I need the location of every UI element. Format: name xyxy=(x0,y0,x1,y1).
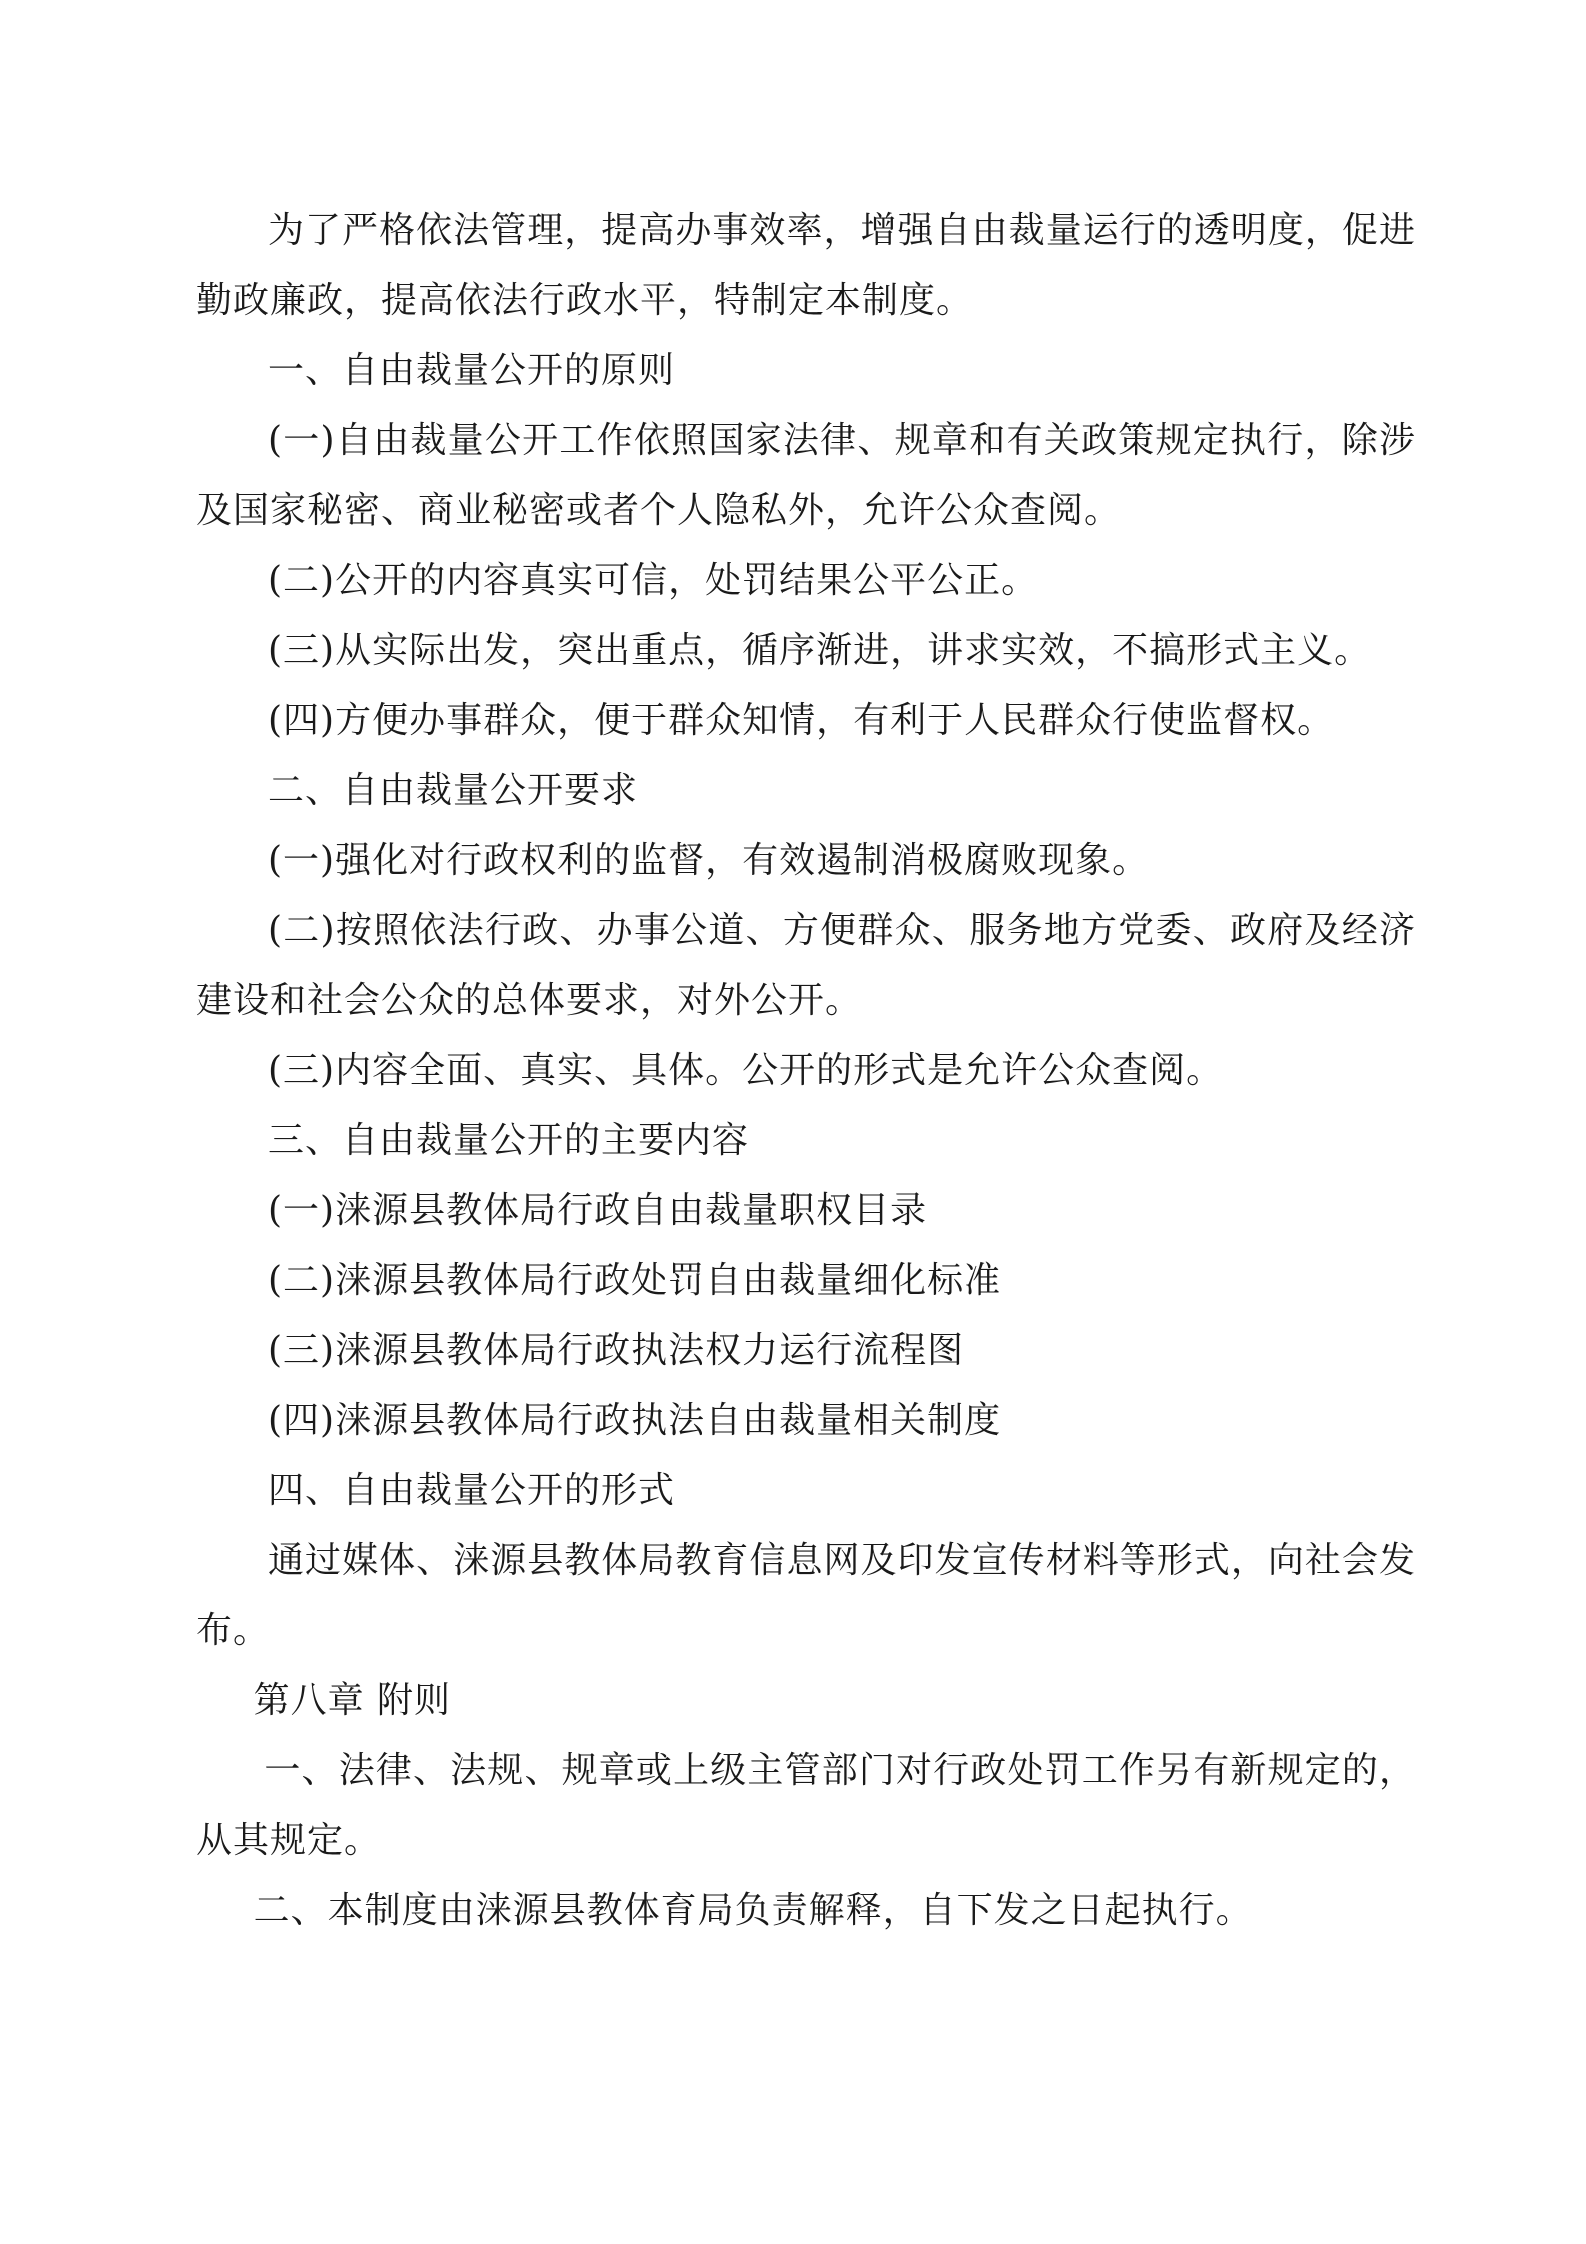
section-4-body: 通过媒体、涞源县教体局教育信息网及印发宣传材料等形式，向社会发布。 xyxy=(196,1540,1416,1651)
section-3-item-3: (三)涞源县教体局行政执法权力运行流程图 xyxy=(268,1330,965,1371)
section-4-heading: 四、自由裁量公开的形式 xyxy=(268,1470,676,1511)
section-2-item-2: (二)按照依法行政、办事公道、方便群众、服务地方党委、政府及经济建设和社会公众的总体要求，对外公开。 xyxy=(196,910,1416,1021)
section-2-heading: 二、自由裁量公开要求 xyxy=(268,770,639,811)
chapter-8-item-1: 一、法律、法规、规章或上级主管部门对行政处罚工作另有新规定的，从其规定。 xyxy=(196,1750,1416,1861)
section-1-item-1: (一)自由裁量公开工作依照国家法律、规章和有关政策规定执行，除涉及国家秘密、商业秘密或者个人隐私外，允许公众查阅。 xyxy=(196,420,1416,531)
section-1-item-3: (三)从实际出发，突出重点，循序渐进，讲求实效，不搞形式主义。 xyxy=(268,630,1372,671)
section-2-item-1: (一)强化对行政权利的监督，有效遏制消极腐败现象。 xyxy=(268,840,1150,881)
document-body xyxy=(196,196,1416,1946)
section-3-item-4: (四)涞源县教体局行政执法自由裁量相关制度 xyxy=(268,1400,1002,1441)
section-1-item-4: (四)方便办事群众，便于群众知情，有利于人民群众行使监督权。 xyxy=(268,700,1335,741)
chapter-8-item-2: 二、本制度由涞源县教体育局负责解释，自下发之日起执行。 xyxy=(253,1890,1253,1931)
intro-paragraph: 为了严格依法管理，提高办事效率，增强自由裁量运行的透明度，促进勤政廉政，提高依法行政水平，特制定本制度。 xyxy=(196,210,1416,321)
section-1-heading: 一、自由裁量公开的原则 xyxy=(268,350,676,391)
section-2-item-3: (三)内容全面、真实、具体。公开的形式是允许公众查阅。 xyxy=(268,1050,1224,1091)
section-1-item-2: (二)公开的内容真实可信，处罚结果公平公正。 xyxy=(268,560,1039,601)
section-3-item-1: (一)涞源县教体局行政自由裁量职权目录 xyxy=(268,1190,928,1231)
section-3-item-2: (二)涞源县教体局行政处罚自由裁量细化标准 xyxy=(268,1260,1002,1301)
section-3-heading: 三、自由裁量公开的主要内容 xyxy=(268,1120,750,1161)
chapter-8-heading: 第八章 附则 xyxy=(253,1680,452,1721)
